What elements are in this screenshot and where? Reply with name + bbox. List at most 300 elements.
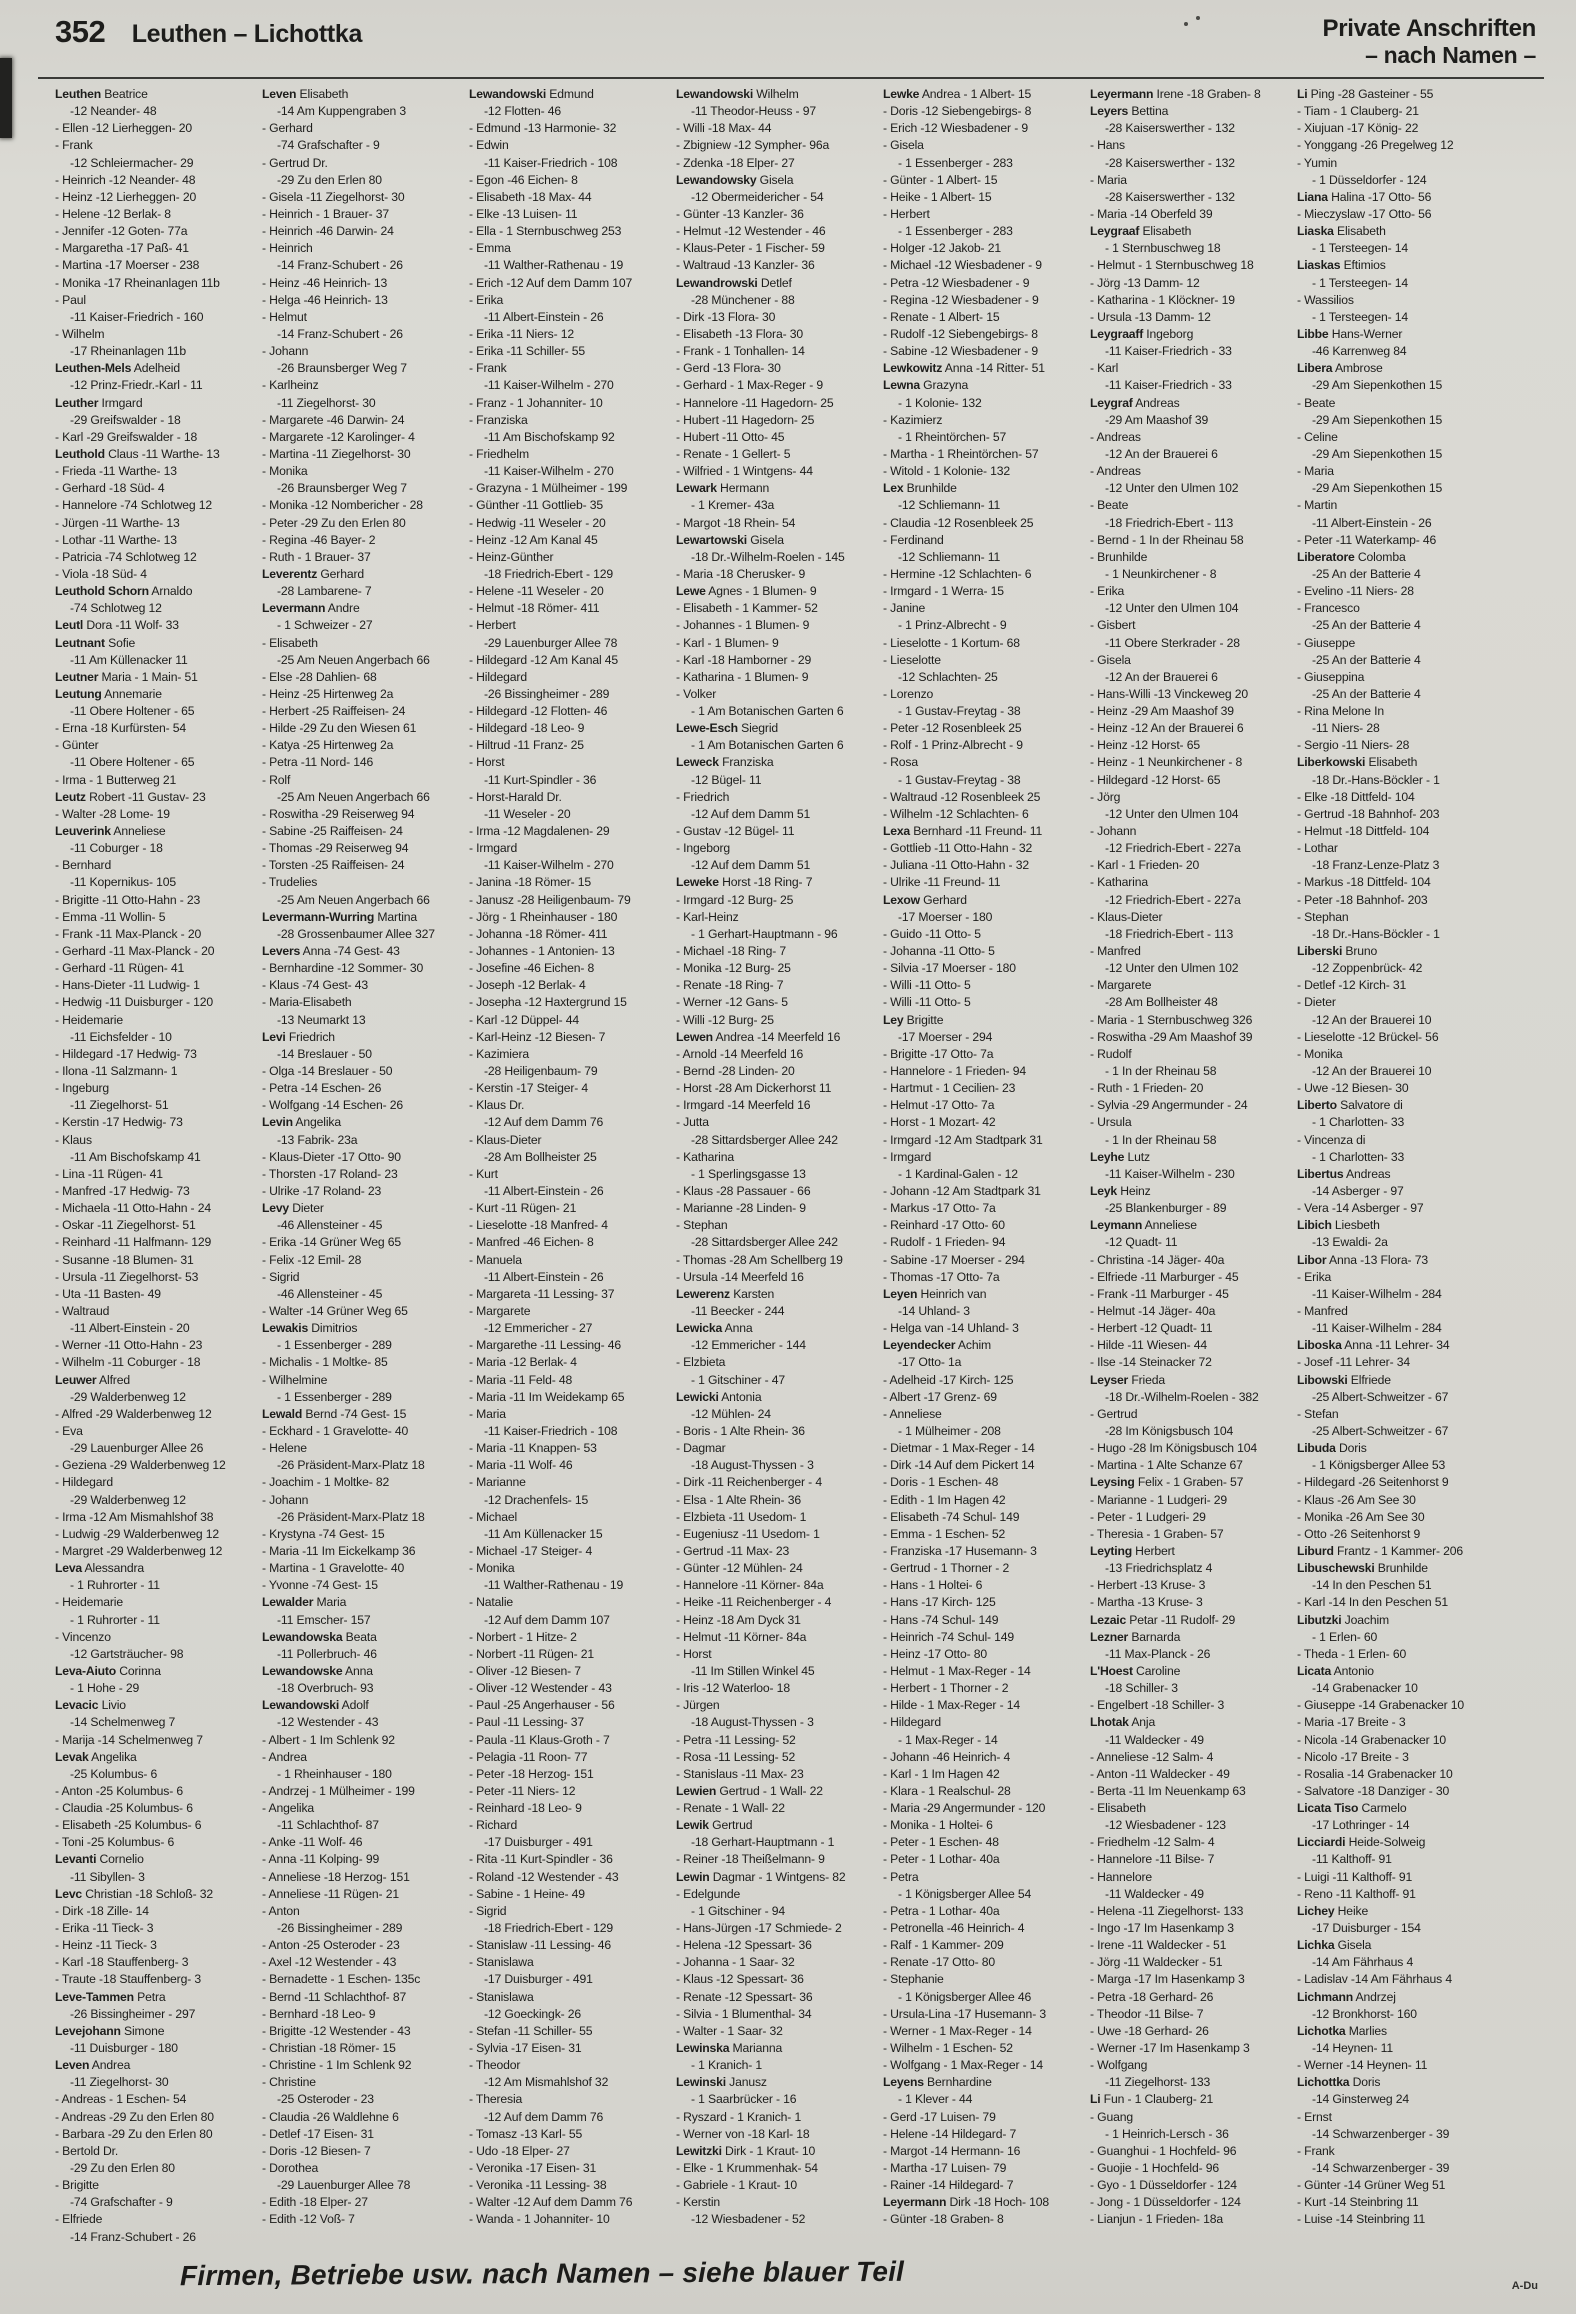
entry-address: -17 Rheinanlagen 11b [70, 344, 187, 359]
entry-address: -11 Am Bischofskamp 92 [484, 429, 615, 444]
entry-head: Leven Elisabeth [262, 87, 349, 101]
entry-sub: - Hugo -28 Im Königsbusch 104 [1090, 1441, 1258, 1456]
entry-sub: - Anneliese -18 Herzog- 151 [262, 1869, 410, 1884]
entry-address: -12 Emmericher - 27 [484, 1321, 593, 1336]
entry-sub: - Hildegard [55, 1475, 113, 1490]
entry-sub: - Helene -12 Berlak- 8 [55, 206, 171, 221]
entry-head: Lewandowske Anna [262, 1663, 373, 1678]
entry-sub: - Xiujuan -17 König- 22 [1297, 121, 1419, 136]
entry-sub: - Erika [469, 292, 504, 307]
entry-sub: - Edith -18 Elper- 27 [262, 2195, 368, 2210]
entry-address: -12 Auf dem Damm 51 [691, 806, 811, 821]
entry-sub: - Johann [262, 1492, 309, 1507]
entry-head: Levin Angelika [262, 1115, 341, 1130]
entry-sub: - Hans-Dieter -11 Ludwig- 1 [55, 978, 200, 993]
entry-sub: - Helmut - 1 Max-Reger - 14 [883, 1663, 1031, 1678]
entry-sub: - Anke -11 Wolf- 46 [262, 1835, 363, 1850]
entry-sub: - Horst -28 Am Dickerhorst 11 [676, 1081, 832, 1096]
entry-sub: - Engelbert -18 Schiller- 3 [1090, 1698, 1225, 1713]
entry-sub: - Gerhard - 1 Max-Reger - 9 [676, 378, 823, 393]
entry-address: -12 Bronkhorst- 160 [1312, 2006, 1417, 2021]
entry-surname: Lewandowska [262, 1629, 343, 1644]
entry-address: -28 Kaiserswerther - 132 [1105, 121, 1235, 136]
entry-sub: - Monika [262, 464, 308, 479]
directory-column-3 [469, 86, 665, 2246]
entry-surname: Leyers [1090, 104, 1129, 119]
entry-address: -14 Grabenacker 10 [1312, 1681, 1418, 1696]
entry-sub: - Maria -11 Feld- 48 [469, 1372, 573, 1387]
entry-sub: - Wassilios [1297, 292, 1354, 307]
entry-head: Lewke Andrea - 1 Albert- 15 [883, 87, 1032, 101]
entry-head: Leuwer Alfred [55, 1372, 130, 1387]
entry-sub: - Walter -14 Grüner Weg 65 [262, 1303, 408, 1318]
entry-surname: Lewalder [262, 1595, 314, 1610]
entry-sub: - Reinhard -11 Halfmann- 129 [55, 1235, 212, 1250]
entry-sub: - Wolfgang - 1 Max-Reger - 14 [883, 2058, 1044, 2073]
entry-sub: - Maria -17 Breite - 3 [1297, 1715, 1406, 1730]
entry-address: -12 Zoppenbrück- 42 [1312, 961, 1423, 976]
entry-head: Lewandowski Adolf [262, 1698, 369, 1713]
entry-address: -11 Walther-Rathenau - 19 [484, 258, 624, 273]
entry-surname: Lewna [883, 378, 920, 393]
entry-sub: - Theodor -11 Bilse- 7 [1090, 2006, 1204, 2021]
entry-sub: - Uta -11 Basten- 49 [55, 1286, 161, 1301]
entry-head: Libowski Elfriede [1297, 1372, 1391, 1387]
entry-address: - 1 Essenberger - 283 [898, 224, 1013, 239]
entry-sub: - Lieselotte -12 Brückel- 56 [1297, 1029, 1439, 1044]
entry-sub: - Maria -18 Cherusker- 9 [676, 566, 806, 581]
entry-sub: - Heike - 1 Albert- 15 [883, 189, 992, 204]
entry-sub: - Tomasz -13 Karl- 55 [469, 2126, 583, 2141]
entry-sub: - Gyo - 1 Düsseldorfer - 124 [1090, 2178, 1237, 2193]
entry-head: Lewalder Maria [262, 1595, 347, 1610]
entry-sub: - Andreas [1090, 464, 1141, 479]
entry-address: -28 Grossenbaumer Allee 327 [277, 926, 435, 941]
entry-sub: - Vera -14 Asberger - 97 [1297, 1201, 1424, 1216]
entry-sub: - Andrea [262, 1749, 307, 1764]
entry-surname: Levi [262, 1029, 286, 1044]
entry-surname: Lewandrowski [676, 275, 758, 290]
entry-address: -28 Kaiserswerther - 132 [1105, 155, 1235, 170]
entry-sub: - Klaus [55, 1132, 92, 1147]
entry-surname: Lewinski [676, 2075, 726, 2090]
entry-sub: - Heinz -29 Am Maashof 39 [1090, 704, 1234, 719]
entry-address: - 1 Kardinal-Galen - 12 [898, 1166, 1018, 1181]
entry-sub: - Ulrike -17 Roland- 23 [262, 1184, 382, 1198]
entry-address: -12 Bügel- 11 [691, 772, 762, 787]
entry-sub: - Ferdinand [883, 532, 944, 547]
page-number: 352 [55, 14, 106, 49]
entry-head: Lewinska Marianna [676, 2041, 783, 2056]
entry-sub: - Marianne [469, 1475, 526, 1490]
entry-sub: - Sigrid [262, 1269, 300, 1284]
entry-address: -12 Schliemann- 11 [898, 498, 1001, 513]
entry-surname: Leyhe [1090, 1149, 1125, 1164]
entry-head: Leweck Franziska [676, 755, 774, 770]
entry-address: -25 An der Batterie 4 [1312, 686, 1421, 701]
entry-sub: - Karl-Heinz -12 Biesen- 7 [469, 1029, 606, 1044]
entry-head: Libbe Hans-Werner [1297, 326, 1403, 341]
entry-sub: - Monika [469, 1561, 515, 1576]
entry-sub: - Elfriede [55, 2212, 103, 2227]
entry-sub: - Elisabeth - 1 Kammer- 52 [676, 601, 818, 616]
entry-sub: - Hermine -12 Schlachten- 6 [883, 566, 1032, 581]
entry-address: -17 Lothringer - 14 [1312, 1818, 1410, 1833]
entry-sub: - Frank - 1 Tonhallen- 14 [676, 344, 805, 359]
entry-sub: - Hedwig -11 Duisburger - 120 [55, 995, 213, 1010]
entry-sub: - Manfred [1090, 944, 1141, 959]
entry-sub: - Michael -18 Ring- 7 [676, 944, 786, 959]
entry-sub: - Monika -26 Am See 30 [1297, 1509, 1425, 1524]
entry-sub: - Petronella -46 Heinrich- 4 [883, 1921, 1025, 1936]
entry-address: -28 Sittardsberger Allee 242 [691, 1235, 838, 1250]
entry-sub: - Martha -17 Luisen- 79 [883, 2161, 1007, 2176]
entry-address: -11 Kaiser-Friedrich - 33 [1105, 344, 1232, 359]
entry-sub: - Lieselotte -18 Manfred- 4 [469, 1218, 608, 1233]
entry-address: -11 Theodor-Heuss - 97 [691, 104, 816, 119]
entry-sub: - Katharina - 1 Blumen- 9 [676, 669, 809, 684]
entry-sub: - Petra - 1 Lothar- 40a [883, 1903, 1000, 1918]
entry-sub: - Frank [469, 361, 507, 376]
entry-sub: - Horst [469, 755, 505, 770]
entry-address: -13 Friedrichsplatz 4 [1105, 1561, 1213, 1576]
entry-sub: - Gertrud Dr. [262, 155, 328, 170]
entry-address: -12 Schleiermacher- 29 [70, 155, 194, 170]
entry-surname: Lewandowski [262, 1698, 340, 1713]
entry-address: -11 Im Stillen Winkel 45 [691, 1663, 815, 1678]
entry-sub: - Christian -18 Römer- 15 [262, 2041, 396, 2056]
entry-address: -11 Weseler - 20 [484, 806, 571, 821]
entry-sub: - Else -28 Dahlien- 68 [262, 669, 377, 684]
entry-surname: Lewark [676, 481, 717, 496]
entry-head: Lexow Gerhard [883, 892, 967, 907]
entry-sub: - Walter -12 Auf dem Damm 76 [469, 2195, 633, 2210]
entry-sub: - Maria [1297, 464, 1334, 479]
entry-sub: - Hans - 1 Holtei- 6 [883, 1578, 983, 1593]
entry-sub: - Lothar [1297, 841, 1338, 856]
entry-surname: Lewandowske [262, 1663, 343, 1678]
entry-sub: - Günter -18 Graben- 8 [883, 2212, 1004, 2227]
section-label-line1: Private Anschriften [1322, 15, 1536, 42]
entry-sub: - Petra -11 Nord- 146 [262, 755, 374, 770]
entry-head: Lewien Gertrud - 1 Wall- 22 [676, 1783, 823, 1798]
entry-surname: Lewkowitz [883, 361, 943, 376]
entry-head: Li Fun - 1 Clauberg- 21 [1090, 2092, 1214, 2107]
entry-address: -11 Ziegelhorst- 30 [277, 395, 376, 410]
entry-head: Leyermann Irene -18 Graben- 8 [1090, 87, 1261, 101]
entry-head: Leva-Aiuto Corinna [55, 1663, 161, 1678]
entry-address: -17 Otto- 1a [898, 1355, 962, 1370]
entry-head: Levi Friedrich [262, 1029, 335, 1044]
entry-sub: - Hannelore -74 Schlotweg 12 [55, 498, 213, 513]
entry-sub: - Edelgunde [676, 1886, 741, 1901]
entry-sub: - Karl [1090, 361, 1119, 376]
entry-address: -11 Kurt-Spindler - 36 [484, 772, 597, 787]
entry-address: -29 Am Siepenkothen 15 [1312, 481, 1443, 496]
entry-sub: - Ingeborg [676, 841, 731, 856]
entry-sub: - Berta -11 Im Neuenkamp 63 [1090, 1783, 1246, 1798]
entry-sub: - Heidemarie [55, 1595, 123, 1610]
entry-sub: - Franz - 1 Johanniter- 10 [469, 395, 603, 410]
entry-sub: - Karl - 1 Frieden- 20 [1090, 858, 1200, 873]
entry-sub: - Joachim - 1 Moltke- 82 [262, 1475, 390, 1490]
entry-sub: - Richard [469, 1818, 518, 1833]
entry-sub: - Thorsten -17 Roland- 23 [262, 1166, 398, 1181]
entry-sub: - Reiner -18 Theißelmann- 9 [676, 1852, 825, 1867]
entry-sub: - Ladislav -14 Am Fährhaus 4 [1297, 1972, 1452, 1987]
entry-sub: - Gustav -12 Bügel- 11 [676, 824, 795, 839]
entry-sub: - Emma [469, 241, 511, 256]
entry-sub: - Doris - 1 Eschen- 48 [883, 1475, 999, 1490]
entry-head: Liberski Bruno [1297, 944, 1378, 959]
entry-head: Lewitzki Dirk - 1 Kraut- 10 [676, 2143, 816, 2158]
entry-surname: Leyting [1090, 1543, 1132, 1558]
entry-sub: - Jürgen -11 Warthe- 13 [55, 515, 180, 530]
entry-sub: - Ellen -12 Lierheggen- 20 [55, 121, 193, 136]
entry-sub: - Johannes - 1 Antonien- 13 [469, 944, 615, 959]
entry-sub: - Irmgard -12 Am Stadtpark 31 [883, 1132, 1043, 1147]
entry-sub: - Witold - 1 Kolonie- 132 [883, 464, 1010, 479]
entry-sub: - Elisabeth -13 Flora- 30 [676, 326, 803, 341]
entry-address: - 1 Gitschiner - 94 [691, 1903, 786, 1918]
entry-address: -17 Moerser - 180 [898, 909, 993, 924]
entry-sub: - Bernhard -18 Leo- 9 [262, 2006, 376, 2021]
entry-sub: - Celine [1297, 429, 1338, 444]
entry-sub: - Sabine - 1 Heine- 49 [469, 1886, 585, 1901]
entry-sub: - Kazimiera [469, 1046, 529, 1061]
entry-sub: - Hildegard [883, 1715, 941, 1730]
entry-address: -25 Am Neuen Angerbach 66 [277, 652, 430, 667]
entry-head: Levy Dieter [262, 1201, 324, 1216]
entry-address: -12 Schlachten- 25 [898, 669, 998, 684]
entry-address: -18 Friedrich-Ebert - 113 [1105, 926, 1234, 941]
entry-sub: - Heinz -46 Heinrich- 13 [262, 275, 388, 290]
entry-sub: - Roland -12 Westender - 43 [469, 1869, 619, 1884]
entry-address: -14 Am Kuppengraben 3 [277, 104, 406, 119]
entry-sub: - Peter -11 Waterkamp- 46 [1297, 532, 1437, 547]
entry-surname: Leven [262, 87, 297, 101]
entry-address: -11 Albert-Einstein - 26 [484, 1269, 604, 1284]
entry-sub: - Giuseppina [1297, 669, 1365, 684]
entry-sub: - Erika -14 Grüner Weg 65 [262, 1235, 401, 1250]
entry-sub: - Gabriele - 1 Kraut- 10 [676, 2178, 798, 2193]
entry-surname: Libich [1297, 1218, 1332, 1233]
entry-sub: - Angelika [262, 1801, 315, 1816]
entry-sub: - Helmut -18 Dittfeld- 104 [1297, 824, 1430, 839]
entry-surname: Levejohann [55, 2023, 121, 2038]
entry-sub: - Evelino -11 Niers- 28 [1297, 584, 1414, 599]
entry-address: - 1 Gustav-Freytag - 38 [898, 704, 1021, 719]
entry-head: Leutz Robert -11 Gustav- 23 [55, 789, 206, 804]
entry-address: - 1 Mülheimer - 208 [898, 1423, 1001, 1438]
entry-sub: - Frank [55, 138, 93, 153]
entry-sub: - Wilhelmine [262, 1372, 328, 1387]
entry-address: -14 Franz-Schubert - 26 [277, 258, 403, 273]
entry-sub: - Oliver -12 Westender - 43 [469, 1681, 612, 1696]
footer-notice: Firmen, Betriebe usw. nach Namen – siehe blauer Teil [179, 2255, 905, 2292]
entry-sub: - Tiam - 1 Clauberg- 21 [1297, 104, 1419, 119]
entry-sub: - Rosa -11 Lessing- 52 [676, 1749, 796, 1764]
entry-surname: Leutner [55, 669, 99, 684]
entry-surname: Leyermann [1090, 87, 1154, 101]
entry-sub: - Friedhelm [469, 446, 529, 461]
entry-sub: - Geziena -29 Walderbenweg 12 [55, 1458, 226, 1473]
entry-sub: - Bernadette - 1 Eschen- 135c [262, 1972, 421, 1987]
entry-sub: - Elke -18 Dittfeld- 104 [1297, 789, 1415, 804]
entry-sub: - Petra -12 Wiesbadener - 9 [883, 275, 1030, 290]
entry-address: -12 Goeckingk- 26 [484, 2006, 582, 2021]
entry-surname: Lewandowski [676, 87, 754, 101]
entry-surname: Lichey [1297, 1903, 1335, 1918]
entry-sub: - Reno -11 Kalthoff- 91 [1297, 1886, 1416, 1901]
entry-sub: - Frank -11 Max-Planck - 20 [55, 926, 202, 941]
entry-sub: - Irma -12 Magdalenen- 29 [469, 824, 610, 839]
entry-sub: - Hildegard -26 Seitenhorst 9 [1297, 1475, 1449, 1490]
entry-sub: - Gertrud - 1 Thorner - 2 [883, 1561, 1010, 1576]
entry-head: Lewicka Anna [676, 1321, 753, 1336]
directory-columns [55, 86, 1493, 2246]
entry-surname: Lewandowski [469, 87, 547, 101]
entry-sub: - Gerd -13 Flora- 30 [676, 361, 781, 376]
entry-address: -28 Kaiserswerther - 132 [1105, 189, 1235, 204]
entry-sub: - Oliver -12 Biesen- 7 [469, 1663, 581, 1678]
entry-sub: - Patricia -74 Schlotweg 12 [55, 549, 197, 564]
entry-head: Leutnant Sofie [55, 635, 136, 650]
entry-surname: Lewien [676, 1783, 717, 1798]
entry-surname: Leutung [55, 686, 102, 701]
entry-address: -18 Overbruch- 93 [277, 1681, 374, 1696]
entry-sub: - Emma - 1 Eschen- 52 [883, 1526, 1006, 1541]
entry-sub: - Margareta -11 Lessing- 37 [469, 1286, 615, 1301]
entry-sub: - Sabine -17 Moerser - 294 [883, 1252, 1025, 1267]
entry-address: -17 Duisburger - 154 [1312, 1921, 1421, 1936]
entry-address: -26 Braunsberger Weg 7 [277, 481, 407, 496]
entry-sub: - Ilona -11 Salzmann- 1 [55, 1064, 178, 1079]
entry-head: Licata Tiso Carmelo [1297, 1801, 1407, 1816]
entry-sub: - Christine - 1 Im Schlenk 92 [262, 2058, 412, 2073]
entry-sub: - Guojie - 1 Hochfeld- 96 [1090, 2161, 1220, 2176]
entry-address: -28 Im Königsbusch 104 [1105, 1423, 1234, 1438]
entry-head: Leygraaff Ingeborg [1090, 326, 1194, 341]
entry-sub: - Heinrich -74 Schul- 149 [883, 1629, 1015, 1644]
entry-surname: Lewke [883, 87, 920, 101]
entry-sub: - Ursula -13 Damm- 12 [1090, 309, 1211, 324]
entry-address: -12 Prinz-Friedr.-Karl - 11 [70, 378, 203, 393]
entry-surname: Lichottka [1297, 2075, 1350, 2090]
entry-address: -29 Lauenburger Allee 78 [277, 2178, 411, 2193]
entry-sub: - Josepha -12 Haxtergrund 15 [469, 995, 627, 1010]
entry-head: Levak Angelika [55, 1749, 137, 1764]
entry-sub: - Klaus -28 Passauer - 66 [676, 1184, 811, 1198]
entry-head: Lichotka Marlies [1297, 2023, 1387, 2038]
entry-address: -18 Dr.-Wilhelm-Roelen - 145 [691, 549, 845, 564]
entry-sub: - Yumin [1297, 155, 1338, 170]
entry-sub: - Marianne - 1 Ludgeri- 29 [1090, 1492, 1228, 1507]
entry-surname: Leuther [55, 395, 99, 410]
entry-sub: - Lorenzo [883, 686, 934, 701]
entry-sub: - Paul [55, 292, 86, 307]
entry-sub: - Johann -12 Am Stadtpark 31 [883, 1184, 1041, 1198]
entry-sub: - Jürgen [676, 1698, 720, 1713]
entry-address: -17 Duisburger - 491 [484, 1835, 593, 1850]
entry-address: -17 Moerser - 294 [898, 1029, 993, 1044]
entry-sub: - Klaus Dr. [469, 1098, 525, 1113]
entry-head: Lewakis Dimitrios [262, 1321, 358, 1336]
entry-head: Lewkowitz Anna -14 Ritter- 51 [883, 361, 1045, 376]
entry-surname: Liaskas [1297, 258, 1341, 273]
entry-address: - 1 Charlotten- 33 [1312, 1115, 1405, 1130]
entry-sub: - Klaus -26 Am See 30 [1297, 1492, 1416, 1507]
entry-sub: - Petra -11 Lessing- 52 [676, 1732, 796, 1747]
entry-sub: - Hannelore [1090, 1869, 1153, 1884]
entry-sub: - Rosalia -14 Grabenacker 10 [1297, 1766, 1453, 1781]
entry-sub: - Monika -12 Nombericher - 28 [262, 498, 423, 513]
entry-head: Libera Ambrose [1297, 361, 1383, 376]
entry-sub: - Martin [1297, 498, 1338, 513]
entry-sub: - Anneliese -11 Rügen- 21 [262, 1886, 399, 1901]
entry-address: -14 In den Peschen 51 [1312, 1578, 1432, 1593]
entry-sub: - Jörg -11 Waldecker - 51 [1090, 1955, 1223, 1970]
entry-surname: Licciardi [1297, 1835, 1346, 1850]
entry-head: Leve-Tammen Petra [55, 1989, 166, 2004]
entry-head: Lewandowsky Gisela [676, 172, 794, 187]
entry-sub: - Dirk -11 Reichenberger - 4 [676, 1475, 822, 1490]
entry-head: Liburd Frantz - 1 Kammer- 206 [1297, 1543, 1464, 1558]
entry-sub: - Elfriede -11 Marburger - 45 [1090, 1269, 1239, 1284]
entry-head: Leysing Felix - 1 Graben- 57 [1090, 1475, 1244, 1490]
entry-sub: - Markus -17 Otto- 7a [883, 1201, 996, 1216]
entry-sub: - Wilhelm -11 Coburger - 18 [55, 1355, 201, 1370]
entry-sub: - Veronika -11 Lessing- 38 [469, 2178, 607, 2193]
entry-sub: - Günther -11 Gottlieb- 35 [469, 498, 604, 513]
entry-sub: - Uwe -18 Gerhard- 26 [1090, 2023, 1209, 2038]
entry-head: Leyendecker Achim [883, 1338, 992, 1353]
entry-sub: - Natalie [469, 1595, 514, 1610]
entry-address: - 1 Max-Reger - 14 [898, 1732, 998, 1747]
entry-sub: - Roswitha -29 Reiserweg 94 [262, 806, 415, 821]
entry-address: -11 Walther-Rathenau - 19 [484, 1578, 624, 1593]
entry-address: -18 Friedrich-Ebert - 129 [484, 566, 614, 581]
entry-sub: - Anton -25 Kolumbus- 6 [55, 1783, 183, 1798]
entry-sub: - Andreas -29 Zu den Erlen 80 [55, 2109, 214, 2124]
entry-sub: - Günter -12 Mühlen- 24 [676, 1561, 803, 1576]
entry-head: Leyting Herbert [1090, 1543, 1175, 1558]
entry-sub: - Kerstin [676, 2195, 721, 2210]
entry-sub: - Klara - 1 Realschul- 28 [883, 1783, 1011, 1798]
entry-sub: - Helmut -14 Jäger- 40a [1090, 1303, 1216, 1318]
entry-address: -11 Obere Holtener - 65 [70, 704, 195, 719]
directory-column-5 [883, 86, 1079, 2246]
entry-address: -18 Dr.-Hans-Böckler - 1 [1312, 926, 1440, 941]
entry-address: - 1 Gustav-Freytag - 38 [898, 772, 1021, 787]
entry-address: -11 Albert-Einstein - 20 [70, 1321, 190, 1336]
entry-surname: Libor [1297, 1252, 1327, 1267]
entry-head: Lewandowska Beata [262, 1629, 377, 1644]
entry-sub: - Eva [55, 1423, 83, 1438]
entry-sub: - Theodor [469, 2058, 521, 2073]
entry-head: Leutner Maria - 1 Main- 51 [55, 669, 198, 684]
entry-sub: - Elisabeth [1090, 1801, 1146, 1816]
entry-head: L'Hoest Caroline [1090, 1663, 1181, 1678]
entry-sub: - Sergio -11 Niers- 28 [1297, 738, 1410, 753]
entry-address: -11 Ziegelhorst- 133 [1105, 2075, 1211, 2090]
entry-head: Leygraf Andreas [1090, 395, 1180, 410]
entry-sub: - Peter - 1 Eschen- 48 [883, 1835, 999, 1850]
entry-sub: - Gerhard [262, 121, 313, 136]
entry-surname: Lewartowski [676, 532, 747, 547]
entry-sub: - Giuseppe [1297, 635, 1356, 650]
entry-address: -46 Karrenweg 84 [1312, 344, 1407, 359]
